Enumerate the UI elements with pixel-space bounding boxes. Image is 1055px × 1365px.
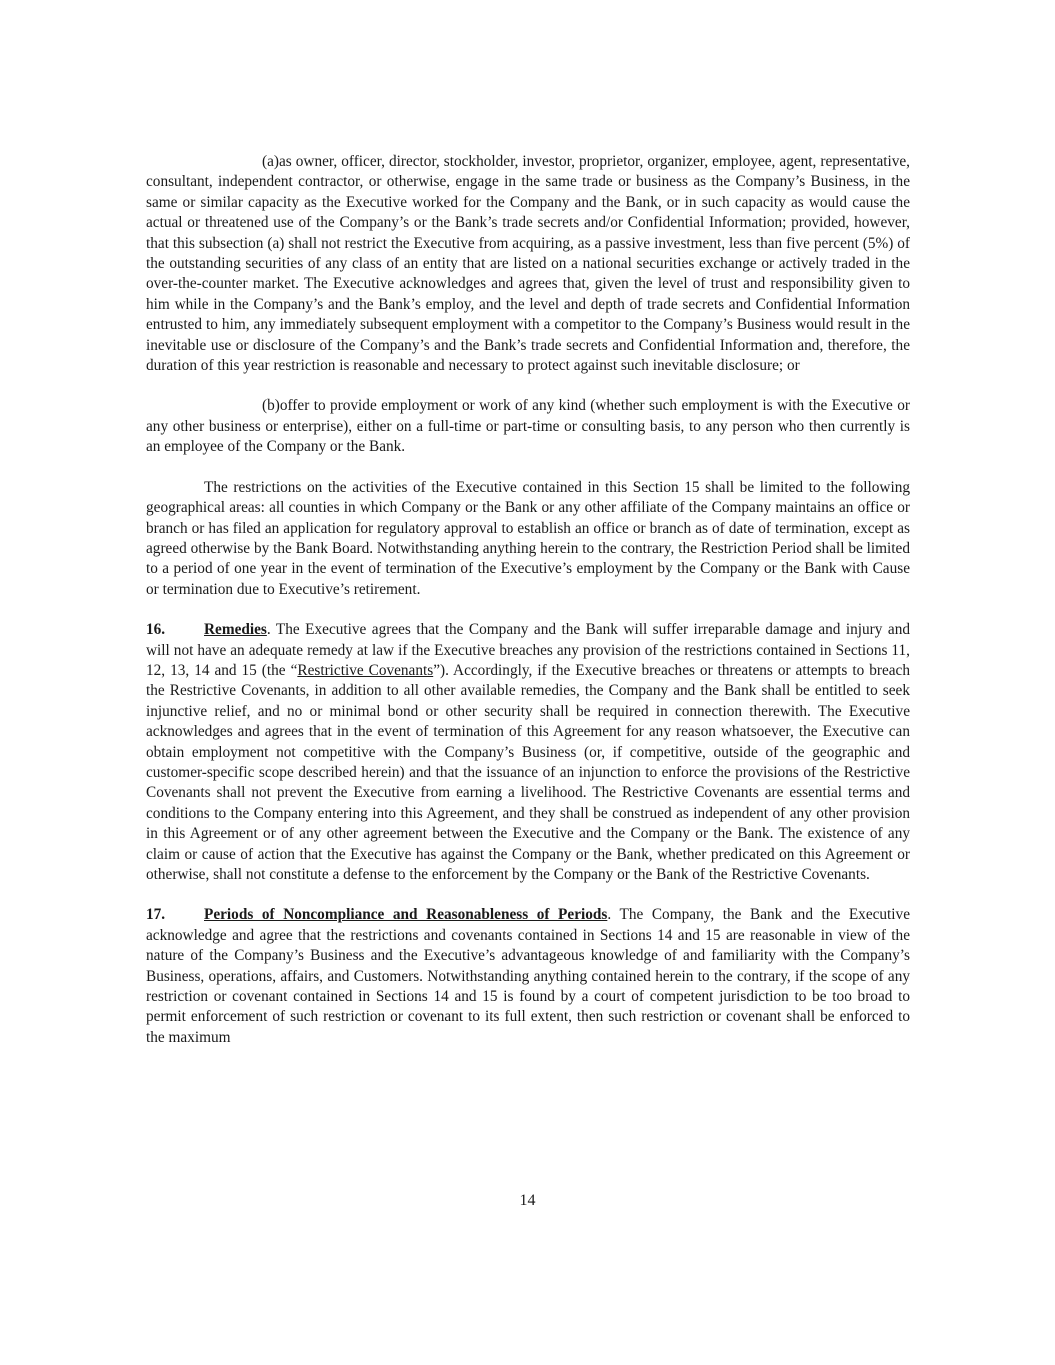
section-16-defined-term: Restrictive Covenants: [297, 661, 434, 679]
paragraph-b: [146, 396, 910, 457]
paragraph-b-text: offer to provide employment or work of any kind (whether such employment is with the Executive or any other business or enterprise), either on a full-time or part-time or consulting basis, to any person who then currently is an employee of the Company or the Bank.: [146, 397, 910, 456]
section-17-number: 17.: [146, 906, 166, 924]
paragraph-a-text: as owner, officer, director, stockholder, investor, proprietor, organizer, employee, agent, representative, consultant, independent contractor, or otherwise, engage in the same trade or business as the Company’s Business, in the same or similar capacity as the Executive worked for the Company and the Bank, or in such capacity as would cause the actual or threatened use of the Company’s or the Bank’s trade secrets and/or Confidential Information; provided, however, that this subsection (a) shall not restrict the Executive from acquiring, as a passive investment, less than five percent (5%) of the outstanding securities of any class of an entity that are listed on a national securities exchange or actively traded in the over-the-counter market. The Executive acknowledges and agrees that, given the level of trust and responsibility given to him while in the Company’s and the Bank’s employ, and the level and depth of trade secrets and Confidential Information entrusted to him, any immediately subsequent employment with a competitor to the Company’s Business would result in the inevitable use or disclosure of the Company’s and the Bank’s trade secrets and Confidential Information and, therefore, the duration of this year restriction is reasonable and necessary to protect against such inevitable disclosure; or: [146, 153, 910, 375]
geographic-restrictions-paragraph: The restrictions on the activities of the Executive contained in this Section 15 shall be limited to the following geographical areas: all counties in which Company or the Bank or any other affiliate of the Company maintains an office or branch or has filed an application for regulatory approval to establish an office or branch as of date of termination, except as agreed otherwise by the Bank Board. Notwithstanding anything herein to the contrary, the Restriction Period shall be limited to a period of one year in the event of termination of the Executive’s employment by the Company or the Bank with Cause or termination due to Executive’s retirement.: [146, 478, 910, 598]
section-16-text-part-1: . The Executive agrees that the Company and the Bank will suffer irreparable damage and injury and will not have an adequate remedy at law if the Executive breaches any provision of the restrictions contained in Sections 11, 12, 13, 14 and 15 (the “: [146, 621, 910, 679]
section-16-remedies: [146, 620, 910, 885]
paragraph-a-label: (a): [262, 153, 279, 170]
paragraph-b-label: (b): [262, 397, 280, 415]
section-17-periods: [146, 905, 910, 1048]
paragraph-a: [146, 152, 910, 376]
section-16-title: Remedies: [204, 621, 267, 639]
section-17-title: Periods of Noncompliance and Reasonableness of Periods: [204, 906, 608, 924]
page-number: 14: [519, 1192, 536, 1209]
section-16-number: 16.: [146, 621, 166, 639]
section-16-text-part-2: ”). Accordingly, if the Executive breaches or threatens or attempts to breach the Restrictive Covenants, in addition to all other available remedies, the Company and the Bank shall be entitled to seek injunctive relief, and no or minimal bond or other security shall be required in connection therewith. The Executive acknowledges and agrees that in the event of termination of this Agreement for any reason whatsoever, the Executive can obtain employment not competitive with the Company’s Business (or, if competitive, outside of the geographic and customer-specific scope described herein) and that the issuance of an injunction to enforce the provisions of the Restrictive Covenants shall not prevent the Executive from earning a livelihood. The Restrictive Covenants are essential terms and conditions to the Company entering into this Agreement, and they shall be construed as independent of any other provision in this Agreement or of any other agreement between the Executive and the Company or the Bank. The existence of any claim or cause of action that the Executive has against the Company or the Bank, whether predicated on this Agreement or otherwise, shall not constitute a defense to the enforcement by the Company or the Bank of the Restrictive Covenants.: [146, 661, 910, 883]
section-17-text: . The Company, the Bank and the Executive acknowledge and agree that the restrictions and covenants contained in Sections 14 and 15 are reasonable in view of the nature of the Company’s Business and the Executive’s advantageous knowledge of and familiarity with the Company’s Business, operations, affairs, and Customers. Notwithstanding anything contained herein to the contrary, if the scope of any restriction or covenant contained in Sections 14 and 15 is found by a court of competent jurisdiction to be too broad to permit enforcement of such restriction or covenant to its full extent, then such restriction or covenant shall be enforced to the maximum: [146, 906, 910, 1046]
document-page: [146, 152, 910, 1068]
